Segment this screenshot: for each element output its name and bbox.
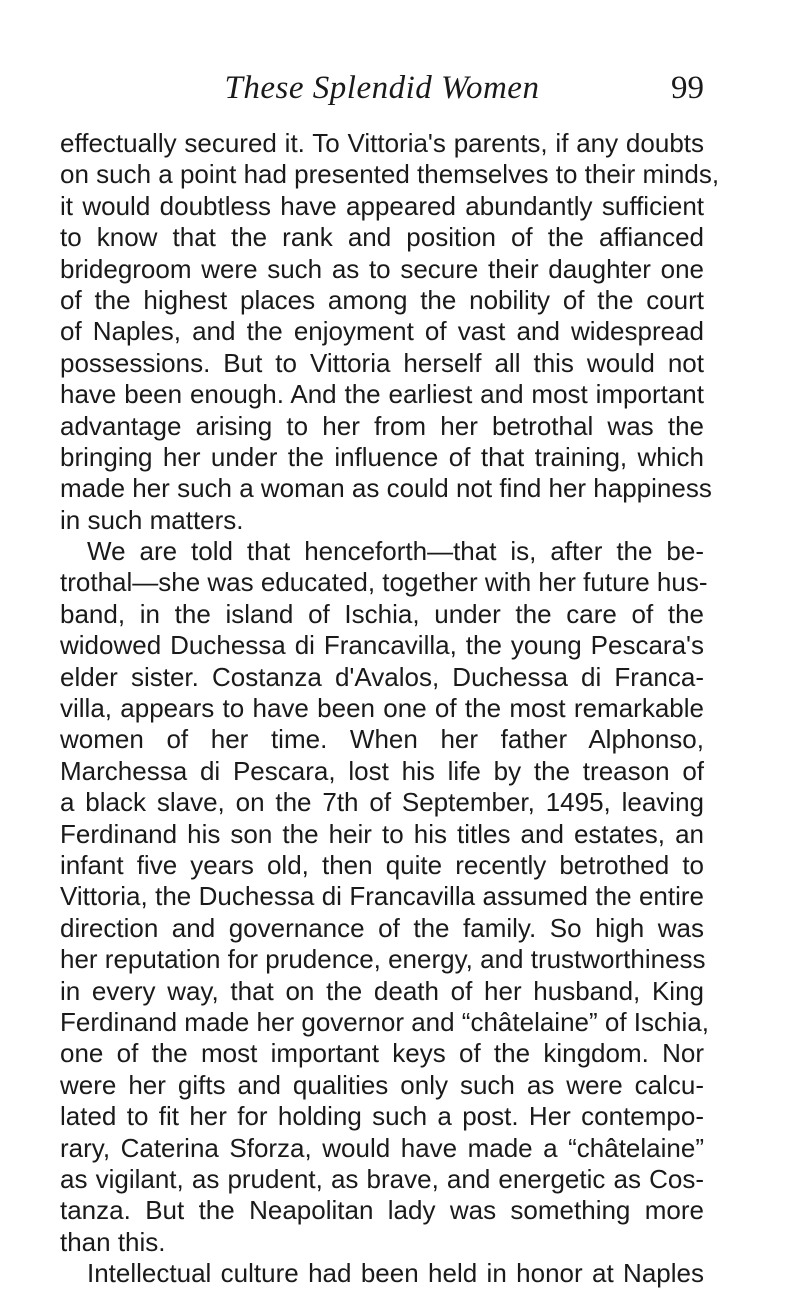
- text-line: band, in the island of Ischia, under the care of the: [60, 598, 704, 629]
- text-line: in such matters.: [60, 504, 244, 535]
- text-line: of Naples, and the enjoyment of vast and widespread: [60, 316, 704, 347]
- text-line: have been enough. And the earliest and most important: [60, 379, 704, 410]
- text-line: of the highest places among the nobility of the court: [60, 284, 704, 315]
- text-line: We are told that henceforth—that is, after the be-: [87, 536, 704, 567]
- text-line: Vittoria, the Duchessa di Francavilla assumed the entire: [60, 881, 704, 912]
- running-head: [60, 66, 704, 110]
- text-line: her reputation for prudence, energy, and trustworthiness: [60, 944, 706, 975]
- page-number: 99: [671, 70, 704, 106]
- text-line: were her gifts and qualities only such as were calcu-: [60, 1069, 704, 1100]
- text-line: as vigilant, as prudent, as brave, and energetic as Cos-: [60, 1163, 704, 1194]
- text-line: women of her time. When her father Alphonso,: [60, 724, 704, 755]
- text-line: Ferdinand made her governor and “châtelaine” of Ischia,: [60, 1006, 709, 1037]
- text-line: effectually secured it. To Vittoria's parents, if any doubts: [60, 128, 704, 158]
- text-line: Ferdinand his son the heir to his titles and estates, an: [60, 818, 704, 849]
- text-line: in every way, that on the death of her husband, King: [60, 975, 704, 1006]
- text-line: direction and governance of the family. So high was: [60, 912, 704, 943]
- body-text: [60, 128, 720, 1289]
- text-line: Intellectual culture had been held in honor at Naples: [87, 1258, 704, 1289]
- text-line: trothal—she was educated, together with her future hus-: [60, 567, 708, 598]
- text-line: than this.: [60, 1226, 166, 1257]
- text-line: rary, Caterina Sforza, would have made a “châtelaine”: [60, 1132, 704, 1163]
- text-line: villa, appears to have been one of the most remarkable: [60, 693, 704, 724]
- text-line: bridegroom were such as to secure their daughter one: [60, 253, 704, 284]
- text-line: elder sister. Costanza d'Avalos, Duchessa di Franca-: [60, 661, 704, 692]
- text-line: widowed Duchessa di Francavilla, the young Pescara's: [60, 630, 704, 661]
- text-line: infant five years old, then quite recently betrothed to: [60, 849, 704, 880]
- text-line: advantage arising to her from her betrothal was the: [60, 410, 704, 441]
- text-line: bringing her under the influence of that training, which: [60, 441, 704, 472]
- text-line: lated to fit her for holding such a post. Her contempo-: [60, 1101, 704, 1132]
- text-line: on such a point had presented themselves to their minds,: [60, 159, 720, 190]
- text-line: possessions. But to Vittoria herself all this would not: [60, 347, 704, 378]
- text-line: it would doubtless have appeared abundantly sufficient: [60, 190, 704, 221]
- running-title: These Splendid Women: [224, 70, 540, 106]
- text-line: tanza. But the Neapolitan lady was something more: [60, 1195, 704, 1226]
- text-line: one of the most important keys of the kingdom. Nor: [60, 1038, 704, 1069]
- text-line: a black slave, on the 7th of September, 1495, leaving: [60, 787, 704, 818]
- text-line: Marchessa di Pescara, lost his life by the treason of: [60, 755, 704, 786]
- text-line: made her such a woman as could not find her happiness: [60, 473, 712, 504]
- text-line: to know that the rank and position of the affianced: [60, 222, 704, 253]
